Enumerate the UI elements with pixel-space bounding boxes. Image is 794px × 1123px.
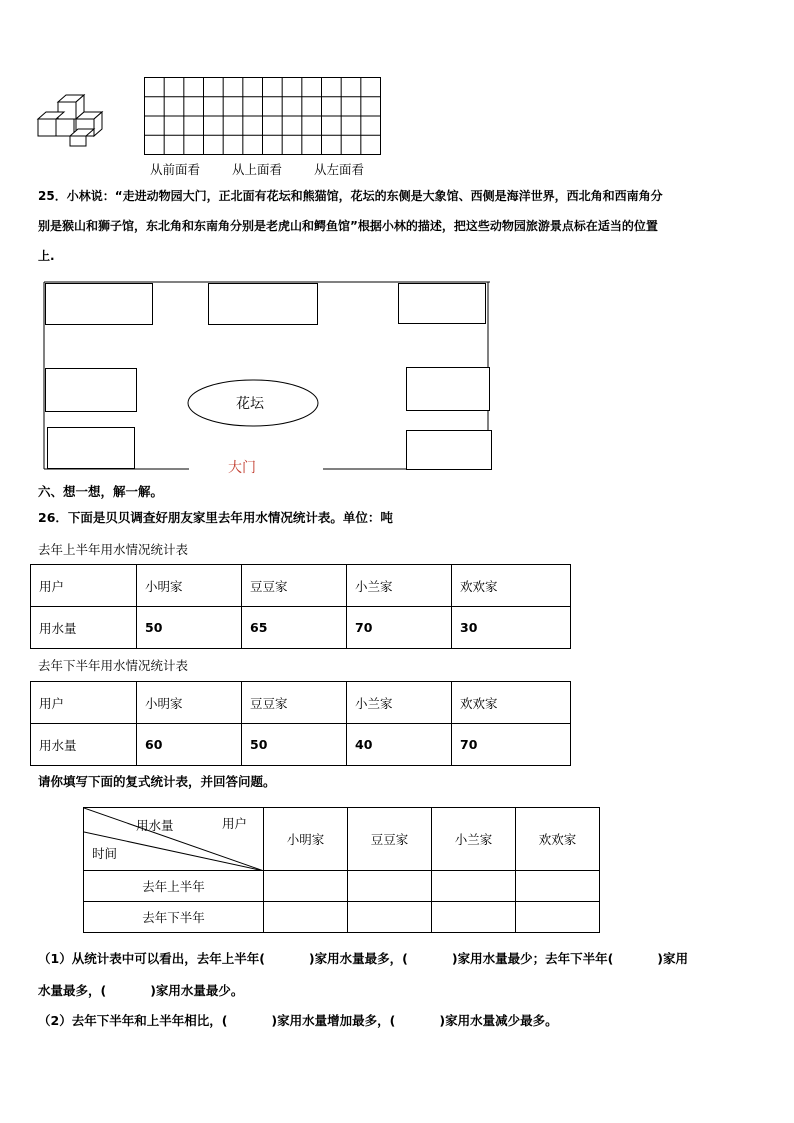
sub-question-2 xyxy=(38,1011,558,1031)
diag-label-water: 用水量 xyxy=(136,818,174,833)
map-slot-northeast[interactable] xyxy=(398,283,486,324)
table1-value-huanhuan: 30 xyxy=(452,607,571,649)
compound-cell-input[interactable] xyxy=(516,871,600,902)
zoo-map xyxy=(43,281,491,476)
sub1-text-d: )家用 xyxy=(657,951,689,966)
compound-row-first-half: 去年上半年 xyxy=(84,871,264,902)
map-slot-southeast[interactable] xyxy=(406,430,492,470)
table2-header-huanhuan: 欢欢家 xyxy=(452,682,571,724)
sub-question-1-line2 xyxy=(38,981,243,1001)
compound-col-xiaoming: 小明家 xyxy=(264,808,348,871)
compound-col-doudou: 豆豆家 xyxy=(348,808,432,871)
gate-label: 大门 xyxy=(228,460,256,476)
sub2-text-b: )家用水量增加最多，( xyxy=(271,1013,396,1028)
table2-header-xiaolan: 小兰家 xyxy=(347,682,452,724)
table2-title: 去年下半年用水情况统计表 xyxy=(38,658,189,673)
sub1-text-a: （1）从统计表中可以看出，去年上半年( xyxy=(38,951,265,966)
sub2-text-a: （2）去年下半年和上半年相比，( xyxy=(38,1013,228,1028)
left-view-label: 从左面看 xyxy=(314,162,365,177)
q25-line3: 上. xyxy=(38,249,55,263)
compound-cell-input[interactable] xyxy=(516,902,600,933)
table1-header-user: 用户 xyxy=(31,565,137,607)
table1-value-xiaoming: 50 xyxy=(137,607,242,649)
table1-header-xiaoming: 小明家 xyxy=(137,565,242,607)
q26-intro: 26．下面是贝贝调查好朋友家里去年用水情况统计表。单位：吨 xyxy=(38,510,393,525)
table2-value-doudou: 50 xyxy=(242,724,347,766)
table1-first-half xyxy=(30,564,571,649)
compound-cell-input[interactable] xyxy=(348,871,432,902)
table1-header-doudou: 豆豆家 xyxy=(242,565,347,607)
compound-cell-input[interactable] xyxy=(348,902,432,933)
diag-label-user: 用户 xyxy=(222,816,248,831)
table2-row-label: 用水量 xyxy=(31,724,137,766)
map-slot-north[interactable] xyxy=(208,283,318,325)
sub-question-1-line1 xyxy=(38,949,688,969)
cube-stack-figure xyxy=(36,92,108,148)
table2-header-doudou: 豆豆家 xyxy=(242,682,347,724)
table1-header-huanhuan: 欢欢家 xyxy=(452,565,571,607)
table1-value-xiaolan: 70 xyxy=(347,607,452,649)
compound-col-xiaolan: 小兰家 xyxy=(432,808,516,871)
map-slot-southwest[interactable] xyxy=(47,427,135,469)
front-view-label: 从前面看 xyxy=(150,162,201,177)
q25-line1: 25．小林说：“走进动物园大门，正北面有花坛和熊猫馆，花坛的东侧是大象馆、西侧是海洋世界，西北角和西南角分 xyxy=(38,189,663,203)
table1-value-doudou: 65 xyxy=(242,607,347,649)
table2-header-xiaoming: 小明家 xyxy=(137,682,242,724)
table2-second-half xyxy=(30,681,571,766)
table1-title: 去年上半年用水情况统计表 xyxy=(38,542,189,557)
table2-value-xiaolan: 40 xyxy=(347,724,452,766)
map-slot-west[interactable] xyxy=(45,368,137,412)
sub1-text-e: 水量最多，( xyxy=(38,983,107,998)
table1-row-label: 用水量 xyxy=(31,607,137,649)
instruction-text: 请你填写下面的复式统计表，并回答问题。 xyxy=(38,774,276,789)
compound-cell-input[interactable] xyxy=(432,902,516,933)
sub1-text-f: )家用水量最少。 xyxy=(150,983,244,998)
compound-table xyxy=(83,807,600,933)
compound-cell-input[interactable] xyxy=(432,871,516,902)
table2-header-user: 用户 xyxy=(31,682,137,724)
sub2-text-c: )家用水量减少最多。 xyxy=(439,1013,558,1028)
compound-col-huanhuan: 欢欢家 xyxy=(516,808,600,871)
answer-grid[interactable] xyxy=(144,77,382,156)
table2-value-huanhuan: 70 xyxy=(452,724,571,766)
compound-diagonal-header xyxy=(84,808,264,871)
map-slot-northwest[interactable] xyxy=(45,283,153,325)
sub1-text-c: )家用水量最少；去年下半年( xyxy=(451,951,614,966)
compound-cell-input[interactable] xyxy=(264,871,348,902)
sub1-text-b: )家用水量最多，( xyxy=(308,951,408,966)
q25-line2: 别是猴山和狮子馆，东北角和东南角分别是老虎山和鳄鱼馆”根据小林的描述，把这些动物园旅游景点标在适当的位置 xyxy=(38,219,658,233)
compound-cell-input[interactable] xyxy=(264,902,348,933)
map-slot-east[interactable] xyxy=(406,367,490,411)
flowerbed-label: 花坛 xyxy=(236,396,264,412)
top-view-label: 从上面看 xyxy=(232,162,283,177)
table2-value-xiaoming: 60 xyxy=(137,724,242,766)
table1-header-xiaolan: 小兰家 xyxy=(347,565,452,607)
diag-label-time: 时间 xyxy=(92,846,118,861)
compound-row-second-half: 去年下半年 xyxy=(84,902,264,933)
section-6-heading: 六、想一想，解一解。 xyxy=(38,484,164,499)
